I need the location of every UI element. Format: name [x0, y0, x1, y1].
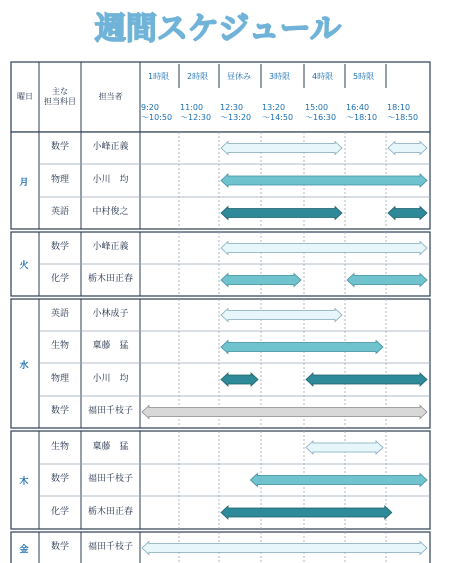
period-end-3: ～13:20: [220, 113, 252, 122]
teacher-cell: 栃木田正春: [87, 506, 133, 517]
schedule-bar: [142, 406, 427, 419]
period-end-4: ～14:50: [262, 113, 294, 122]
teacher-cell: 福田千枝子: [87, 406, 133, 416]
period-name-1: 1時限: [148, 72, 170, 81]
period-name-5: 4時限: [312, 72, 334, 81]
day-label-3: 木: [19, 477, 29, 487]
schedule-bar: [142, 542, 427, 555]
teacher-cell: 小林成子: [92, 309, 129, 319]
schedule-bar: [221, 309, 342, 322]
period-end-6: ～18:10: [346, 113, 378, 122]
teacher-cell: 中村俊之: [92, 207, 129, 217]
header-subject-line1: 主な: [52, 87, 68, 96]
period-end-1: ～10:50: [141, 113, 173, 122]
subject-cell: 数学: [50, 474, 69, 484]
subject-cell: 物理: [50, 174, 69, 185]
period-start-6: 16:40: [346, 103, 370, 112]
schedule-bar: [221, 174, 427, 187]
subject-cell: 英語: [50, 207, 69, 217]
period-start-2: 11:00: [180, 103, 204, 112]
teacher-cell: 福田千枝子: [87, 474, 133, 484]
schedule-bar: [347, 274, 427, 287]
period-end-7: ～18:50: [387, 113, 419, 122]
teacher-cell: 稟藤 猛: [92, 441, 129, 452]
subject-cell: 数学: [50, 406, 69, 416]
header-day-label: 曜日: [17, 92, 33, 101]
period-name-4: 3時限: [269, 72, 291, 81]
subject-cell: 物理: [50, 373, 69, 384]
teacher-cell: 栃木田正春: [87, 274, 133, 284]
day-label-1: 火: [19, 261, 29, 271]
teacher-cell: 小川 均: [92, 174, 129, 185]
page-title: 週間スケジュール: [94, 11, 342, 47]
period-name-3: 昼休み: [227, 72, 251, 81]
teacher-cell: 小峰正義: [92, 242, 129, 252]
period-start-4: 13:20: [262, 103, 286, 112]
schedule-bar: [221, 373, 258, 386]
period-start-3: 12:30: [220, 103, 244, 112]
period-name-2: 2時限: [187, 72, 209, 81]
schedule-bar: [221, 242, 427, 255]
teacher-cell: 小峰正義: [92, 142, 129, 152]
header-teacher-label: 担当者: [98, 92, 123, 101]
schedule-bar: [221, 506, 392, 519]
teacher-cell: 福田千枝子: [87, 542, 133, 552]
teacher-cell: 小川 均: [92, 373, 129, 384]
header-subject-line2: 担当科目: [44, 97, 76, 106]
subject-cell: 英語: [50, 309, 69, 319]
day-label-4: 金: [19, 545, 29, 555]
schedule-bar: [388, 142, 427, 155]
schedule-bar: [221, 207, 342, 220]
schedule-bar: [388, 207, 427, 220]
period-start-7: 18:10: [387, 103, 411, 112]
teacher-cell: 稟藤 猛: [92, 341, 129, 351]
subject-cell: 化学: [50, 506, 69, 517]
schedule-bar: [221, 142, 342, 155]
period-end-2: ～12:30: [180, 113, 212, 122]
subject-cell: 数学: [50, 542, 69, 552]
day-label-0: 月: [19, 177, 29, 188]
subject-cell: 生物: [50, 441, 69, 452]
day-label-2: 水: [19, 360, 29, 371]
subject-cell: 化学: [50, 274, 69, 284]
schedule-bar: [306, 373, 427, 386]
subject-cell: 生物: [50, 341, 69, 351]
schedule-bar: [221, 341, 383, 354]
period-end-5: ～16:30: [305, 113, 337, 122]
schedule-bar: [306, 441, 383, 454]
period-start-5: 15:00: [305, 103, 329, 112]
subject-cell: 数学: [50, 242, 69, 252]
period-start-1: 9:20: [141, 103, 159, 112]
schedule-bar: [250, 474, 427, 487]
schedule-bar: [221, 274, 301, 287]
subject-cell: 数学: [50, 142, 69, 152]
period-name-6: 5時限: [353, 72, 375, 81]
